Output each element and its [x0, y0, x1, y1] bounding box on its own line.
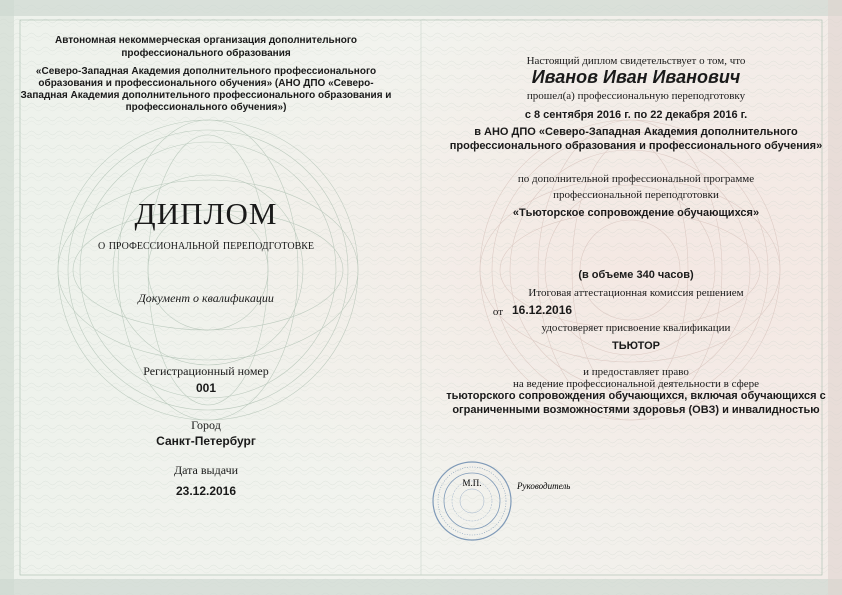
seal-stamp-icon	[431, 460, 513, 542]
diploma-title: ДИПЛОМ	[134, 196, 278, 231]
registration-number-value: 001	[195, 381, 217, 395]
completed-text: прошел(а) профессиональную переподготовку	[526, 90, 746, 102]
organization-full-name: «Северо-Западная Академия дополнительного профессионального образования и профессионального обучения» (АНО ДПО «Северо-Западная Академия дополнительного профессионального образования и профессионального обучения»)	[20, 66, 392, 113]
certify-text: Настоящий диплом свидетельствует о том, что	[526, 55, 746, 67]
organization-name: Автономная некоммерческая организация дополнительного профессионального образования	[55, 35, 357, 59]
confers-text: удостоверяет присвоение квалификации	[541, 322, 731, 334]
activity-text: на ведение профессиональной деятельности в сфере	[512, 378, 760, 390]
training-period: с 8 сентября 2016 г. по 22 декабря 2016 г.	[524, 109, 748, 121]
document-type-label: Документ о квалификации	[138, 291, 274, 305]
registration-number-label: Регистрационный номер	[143, 364, 269, 378]
decision-date: 16.12.2016	[512, 303, 573, 317]
program-label-line2: профессиональной переподготовки	[553, 189, 719, 201]
program-name: «Тьюторское сопровождение обучающихся»	[512, 207, 760, 219]
city-label: Город	[191, 418, 221, 432]
institution-name: в АНО ДПО «Северо-Западная Академия дополнительного профессионального образования и профессионального обучения»	[449, 126, 823, 152]
diploma-subtitle: о профессиональной переподготовке	[97, 238, 315, 253]
head-signature-label: Руководитель	[517, 481, 571, 491]
program-hours: (в объеме 340 часов)	[578, 269, 694, 281]
decision-from-label: от	[492, 306, 504, 318]
issue-date-label: Дата выдачи	[173, 463, 239, 477]
seal-label: М.П.	[462, 478, 482, 488]
recipient-name: Иванов Иван Иванович	[531, 67, 741, 87]
city-value: Санкт-Петербург	[156, 434, 256, 448]
grants-right-text: и предоставляет право	[583, 366, 689, 378]
program-label-line1: по дополнительной профессиональной программе	[517, 173, 755, 185]
qualification-value: ТЬЮТОР	[611, 340, 661, 352]
activity-scope: тьюторского сопровождения обучающихся, включая обучающихся с ограниченными возможностями здоровья (ОВЗ) и инвалидностью	[446, 390, 826, 416]
commission-text: Итоговая аттестационная комиссия решением	[528, 287, 744, 299]
issue-date-value: 23.12.2016	[175, 484, 237, 498]
